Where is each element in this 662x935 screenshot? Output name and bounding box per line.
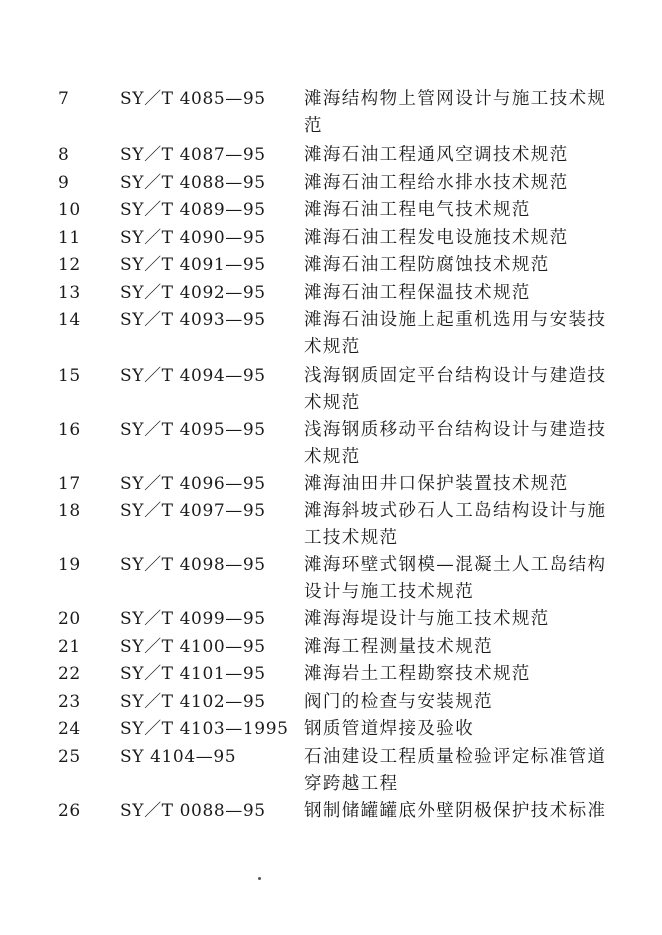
standard-code: SY／T 4089—95 (120, 200, 266, 220)
standard-title: 浅海钢质移动平台结构设计与建造技术规范 (304, 420, 607, 468)
standards-list (0, 86, 662, 854)
standard-code: SY／T 4093—95 (120, 310, 266, 330)
item-number: 19 (58, 555, 81, 575)
standard-title: 浅海钢质固定平台结构设计与建造技术规范 (304, 366, 607, 414)
standard-title: 阀门的检查与安装规范 (304, 691, 493, 712)
list-item (0, 661, 662, 689)
item-number: 12 (58, 255, 81, 275)
list-item (0, 280, 662, 308)
list-item (0, 798, 662, 854)
standard-code: SY／T 4091—95 (120, 255, 266, 275)
standard-title: 钢质管道焊接及验收 (304, 719, 475, 739)
list-item (0, 197, 662, 225)
standard-title: 滩海海堤设计与施工技术规范 (304, 609, 550, 629)
standard-title: 滩海石油工程电气技术规范 (304, 200, 531, 220)
item-number: 18 (58, 501, 81, 521)
standard-title: 滩海石油工程给水排水技术规范 (304, 172, 569, 193)
standard-code: SY／T 4097—95 (120, 501, 266, 521)
item-number: 23 (58, 691, 81, 712)
standard-code: SY／T 4095—95 (120, 420, 266, 440)
standard-code: SY／T 0088—95 (120, 800, 266, 821)
standard-title: 滩海油田井口保护装置技术规范 (304, 474, 569, 494)
list-item (0, 689, 662, 717)
item-number: 9 (58, 172, 70, 193)
standard-title: 钢制储罐罐底外壁阴极保护技术标准 (304, 800, 607, 821)
item-number: 13 (58, 282, 81, 303)
standard-code: SY／T 4085—95 (120, 89, 266, 109)
item-number: 14 (58, 310, 81, 330)
standard-title: 滩海工程测量技术规范 (304, 636, 493, 657)
item-number: 22 (58, 664, 81, 684)
standard-code: SY／T 4102—95 (120, 691, 266, 712)
standard-title: 滩海石油工程防腐蚀技术规范 (304, 255, 550, 275)
item-number: 7 (58, 89, 70, 109)
list-item (0, 634, 662, 662)
list-item (0, 498, 662, 552)
list-item (0, 307, 662, 363)
standard-code: SY／T 4088—95 (120, 172, 266, 193)
list-item (0, 606, 662, 634)
standard-title: 滩海结构物上管网设计与施工技术规范 (304, 89, 607, 137)
standard-code: SY／T 4090—95 (120, 227, 266, 248)
item-number: 20 (58, 609, 81, 629)
list-item (0, 225, 662, 253)
list-item (0, 744, 662, 798)
standard-code: SY／T 4087—95 (120, 145, 266, 165)
standard-title: 滩海石油工程通风空调技术规范 (304, 145, 569, 165)
standard-title: 滩海岩土工程勘察技术规范 (304, 664, 531, 684)
standard-code: SY／T 4096—95 (120, 474, 266, 494)
standard-code: SY／T 4100—95 (120, 636, 266, 657)
list-item (0, 552, 662, 606)
standard-code: SY 4104—95 (120, 746, 237, 767)
standard-code: SY／T 4099—95 (120, 609, 266, 629)
scan-speck (258, 877, 261, 880)
list-item (0, 170, 662, 198)
list-item (0, 363, 662, 417)
item-number: 21 (58, 636, 81, 657)
standard-code: SY／T 4101—95 (120, 664, 266, 684)
list-item (0, 86, 662, 142)
list-item (0, 252, 662, 280)
standard-code: SY／T 4098—95 (120, 555, 266, 575)
item-number: 8 (58, 145, 70, 165)
item-number: 17 (58, 474, 81, 494)
list-item (0, 417, 662, 471)
item-number: 16 (58, 420, 81, 440)
standard-title: 滩海斜坡式砂石人工岛结构设计与施工技术规范 (304, 501, 607, 549)
list-item (0, 142, 662, 170)
standard-title: 滩海石油设施上起重机选用与安装技术规范 (304, 310, 607, 358)
list-item (0, 471, 662, 498)
item-number: 11 (58, 227, 81, 248)
standard-title: 石油建设工程质量检验评定标准管道穿跨越工程 (304, 746, 607, 794)
list-item (0, 716, 662, 744)
standard-code: SY／T 4092—95 (120, 282, 266, 303)
standard-title: 滩海石油工程发电设施技术规范 (304, 227, 569, 248)
standard-code: SY／T 4103—1995 (120, 719, 289, 739)
standard-title: 滩海环壁式钢模—混凝土人工岛结构设计与施工技术规范 (304, 555, 607, 603)
item-number: 10 (58, 200, 81, 220)
item-number: 25 (58, 746, 81, 767)
standard-title: 滩海石油工程保温技术规范 (304, 282, 531, 303)
standard-code: SY／T 4094—95 (120, 366, 266, 386)
item-number: 24 (58, 719, 81, 739)
item-number: 15 (58, 366, 81, 386)
item-number: 26 (58, 800, 81, 821)
